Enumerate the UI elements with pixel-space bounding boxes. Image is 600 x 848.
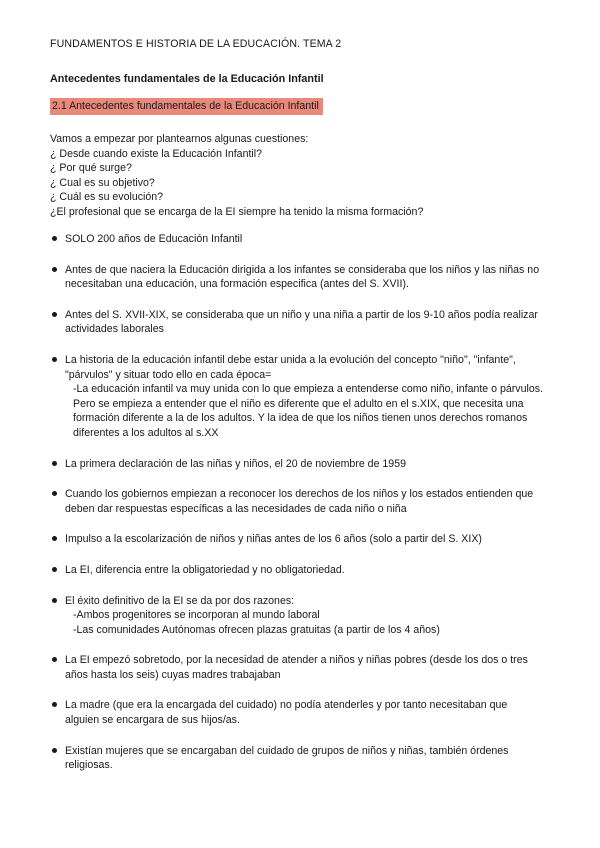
bullet-list	[50, 232, 570, 789]
bullet-item	[50, 653, 570, 682]
bullet-text: Antes del S. XVII-XIX, se consideraba que un niño y una niña a partir de los 9-10 años podía realizar	[65, 308, 538, 321]
bullet-dot-icon	[52, 312, 57, 317]
bullet-item	[50, 457, 570, 472]
bullet-text: necesitaban una educación, una formación especifica (antes del S. XVII).	[65, 278, 409, 291]
bullet-dot-icon	[52, 461, 57, 466]
section-heading: 2.1 Antecedentes fundamentales de la Educación Infantil	[50, 98, 323, 115]
bullet-text: La EI empezó sobretodo, por la necesidad de atender a niños y niñas pobres (desde los dos o tres	[65, 654, 528, 667]
bullet-text: Existían mujeres que se encargaban del cuidado de grupos de niños y niñas, también órdenes	[65, 744, 509, 757]
intro-line: ¿ Cuál es su evolución?	[50, 191, 164, 204]
bullet-item	[50, 532, 570, 547]
bullet-item	[50, 563, 570, 578]
bullet-item	[50, 698, 570, 727]
bullet-text: años hasta los seis) cuyas madres trabajaban	[65, 668, 281, 681]
bullet-text: alguien se encargara de sus hijos/as.	[65, 714, 240, 727]
document-title: Antecedentes fundamentales de la Educación Infantil	[50, 73, 324, 85]
bullet-dot-icon	[52, 536, 57, 541]
bullet-text: religiosas.	[65, 759, 113, 772]
bullet-subtext: -Las comunidades Autónomas ofrecen plazas gratuitas (a partir de los 4 años)	[73, 623, 440, 636]
bullet-item	[50, 487, 570, 516]
bullet-text: El éxito definitivo de la EI se da por dos razones:	[65, 594, 295, 607]
bullet-dot-icon	[52, 598, 57, 603]
bullet-text: "párvulos" y situar todo ello en cada época=	[65, 368, 272, 381]
bullet-dot-icon	[52, 748, 57, 753]
bullet-subtext: Pero se empieza a entender que el niño es diferente que el adulto en el s.XIX, que necesita una	[73, 397, 524, 410]
bullet-item	[50, 308, 570, 337]
bullet-subtext: -Ambos progenitores se incorporan al mundo laboral	[73, 609, 320, 622]
bullet-text: SOLO 200 años de Educación Infantil	[65, 233, 243, 245]
bullet-dot-icon	[52, 491, 57, 496]
bullet-item	[50, 353, 570, 441]
bullet-subtext: -La educación infantil va muy unida con lo que empieza a entenderse como niño, infante o párvulos.	[73, 383, 543, 396]
intro-line: ¿El profesional que se encarga de la EI siempre ha tenido la misma formación?	[50, 205, 424, 218]
bullet-text: actividades laborales	[65, 323, 164, 336]
bullet-dot-icon	[52, 236, 57, 241]
bullet-text: deben dar respuestas específicas a las necesidades de cada niño o niña	[65, 502, 407, 515]
bullet-dot-icon	[52, 267, 57, 272]
bullet-text: La EI, diferencia entre la obligatoriedad y no obligatoriedad.	[65, 563, 345, 576]
bullet-text: Impulso a la escolarización de niños y niñas antes de los 6 años (solo a partir del S. XIX)	[65, 533, 482, 546]
bullet-item	[50, 232, 570, 247]
bullet-dot-icon	[52, 357, 57, 362]
bullet-subtext: formación diferente a la de los adultos. Y la idea de que los niños tienen unos derechos romanos	[73, 412, 528, 425]
intro-line: ¿ Cual es su objetivo?	[50, 176, 155, 189]
bullet-item	[50, 594, 570, 638]
bullet-dot-icon	[52, 657, 57, 662]
bullet-subtext: diferentes a los adultos al s.XX	[73, 426, 219, 439]
bullet-dot-icon	[52, 567, 57, 572]
bullet-item	[50, 263, 570, 292]
document-header: FUNDAMENTOS E HISTORIA DE LA EDUCACIÓN. TEMA 2	[50, 38, 342, 50]
bullet-item	[50, 744, 570, 773]
intro-line: ¿ Por qué surge?	[50, 162, 132, 175]
bullet-text: La primera declaración de las niñas y niños, el 20 de noviembre de 1959	[65, 457, 406, 470]
bullet-text: Antes de que naciera la Educación dirigida a los infantes se consideraba que los niños y las niñas no	[65, 263, 540, 276]
bullet-text: La historia de la educación infantil debe estar unida a la evolución del concepto "niño", "infante",	[65, 353, 516, 366]
intro-questions	[50, 132, 423, 220]
bullet-dot-icon	[52, 702, 57, 707]
bullet-text: La madre (que era la encargada del cuidado) no podía atenderles y por tanto necesitaban que	[65, 699, 508, 712]
intro-line: ¿ Desde cuando existe la Educación Infantil?	[50, 147, 263, 160]
intro-line: Vamos a empezar por plantearnos algunas cuestiones:	[50, 133, 309, 145]
bullet-text: Cuando los gobiernos empiezan a reconocer los derechos de los niños y los estados entienden que	[65, 488, 534, 501]
